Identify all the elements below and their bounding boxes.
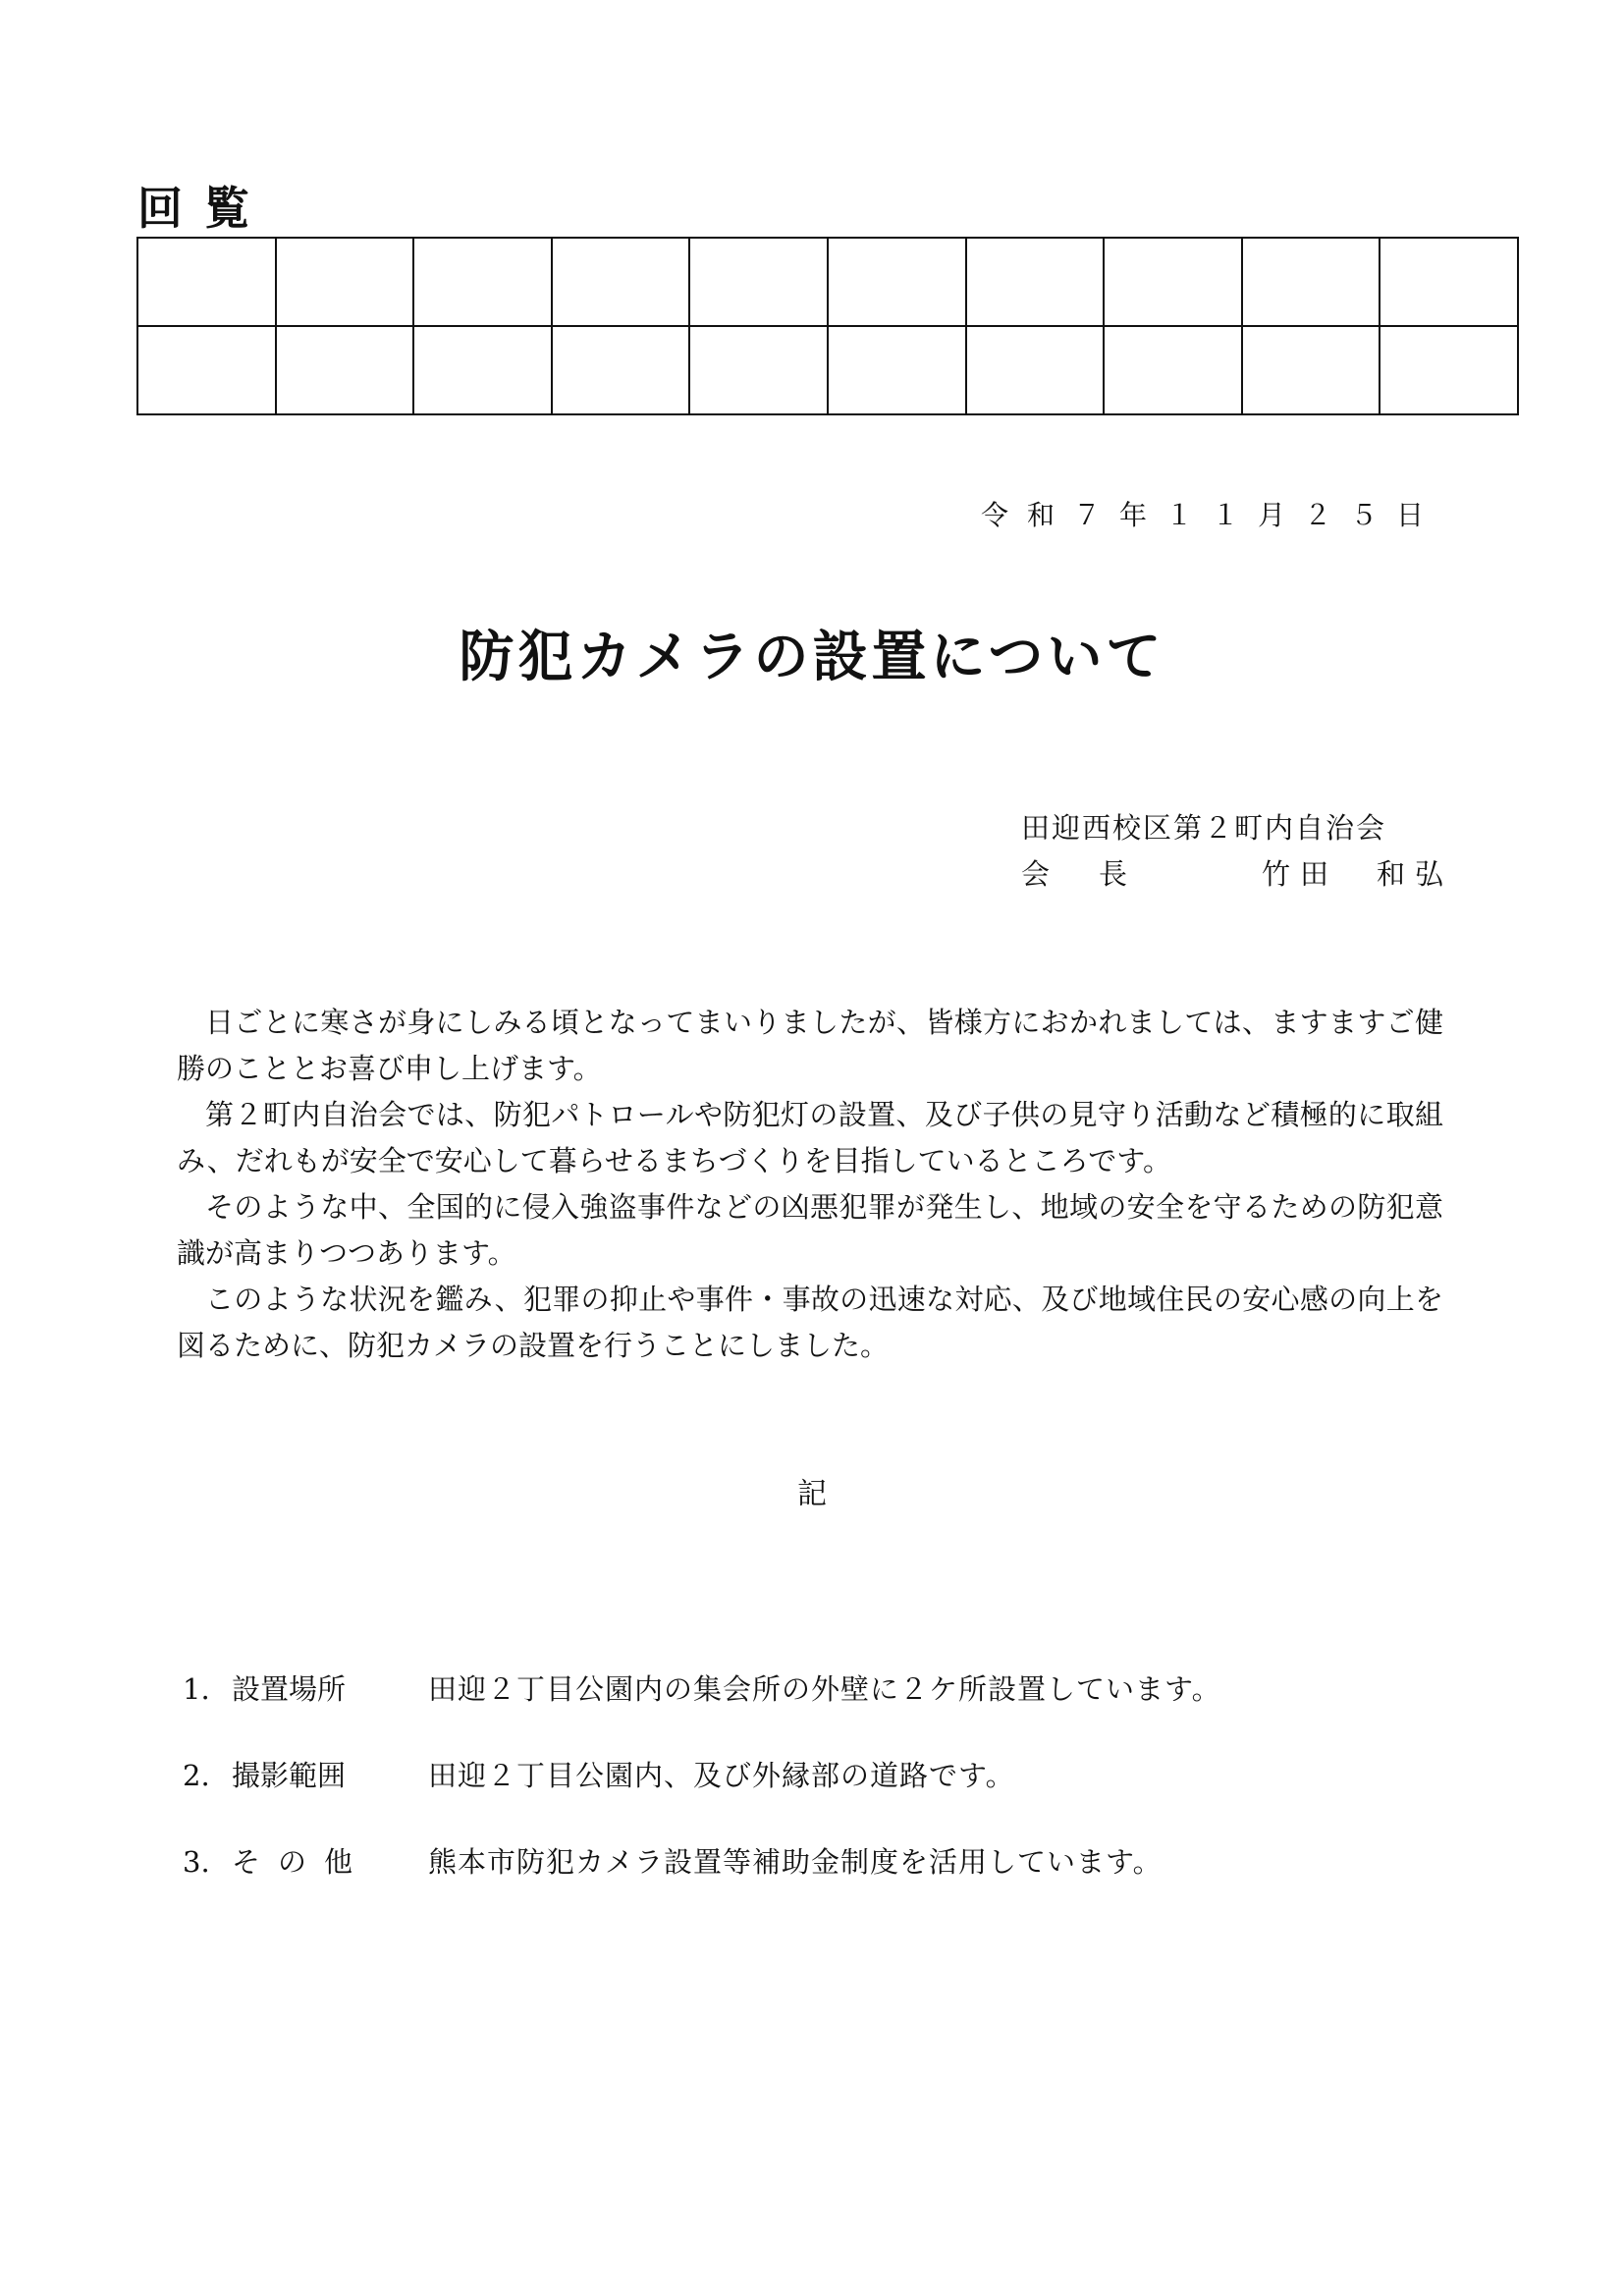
stamp-cell	[552, 238, 690, 326]
sender-role: 会長	[1021, 857, 1177, 891]
stamp-row	[137, 238, 1518, 326]
stamp-cell	[966, 238, 1105, 326]
ki-heading: 記	[797, 1477, 827, 1511]
body-text	[177, 1000, 1443, 1369]
document-title: 防犯カメラの設置について	[459, 626, 1165, 689]
item-number: 3.	[183, 1845, 210, 1879]
sender-organization: 田迎西校区第２町内自治会	[1021, 811, 1387, 845]
stamp-cell	[413, 238, 552, 326]
list-item	[183, 1840, 1361, 1884]
list-item	[183, 1667, 1361, 1711]
stamp-cell	[1380, 238, 1518, 326]
item-label: 設置場所	[232, 1672, 347, 1706]
item-content: 田迎２丁目公園内の集会所の外壁に２ケ所設置しています。	[428, 1672, 1221, 1706]
item-number: 2.	[183, 1759, 210, 1792]
sender-block	[1021, 805, 1453, 898]
stamp-cell	[276, 238, 414, 326]
body-paragraph: 日ごとに寒さが身にしみる頃となってまいりましたが、皆様方におかれましては、ますますご健勝のこととお喜び申し上げます。	[177, 1006, 1443, 1085]
stamp-cell	[1242, 238, 1380, 326]
sender-name: 竹田 和弘	[1261, 857, 1453, 891]
item-content: 田迎２丁目公園内、及び外縁部の道路です。	[428, 1759, 1015, 1792]
stamp-cell	[828, 238, 966, 326]
stamp-cell	[413, 326, 552, 414]
stamp-cell	[828, 326, 966, 414]
stamp-cell	[966, 326, 1105, 414]
item-list	[183, 1667, 1361, 1927]
stamp-cell	[137, 238, 276, 326]
list-item	[183, 1754, 1361, 1797]
body-paragraph: このような状況を鑑み、犯罪の抑止や事件・事故の迅速な対応、及び地域住民の安心感の向上を図るために、防犯カメラの設置を行うことにしました。	[177, 1283, 1443, 1362]
stamp-cell	[1242, 326, 1380, 414]
document-date: 令和７年１１月２５日	[980, 499, 1442, 531]
stamp-cell	[1104, 238, 1242, 326]
circulation-heading: 回覧	[137, 182, 271, 235]
stamp-cell	[552, 326, 690, 414]
stamp-cell	[276, 326, 414, 414]
item-label: その他	[232, 1845, 371, 1879]
item-content: 熊本市防犯カメラ設置等補助金制度を活用しています。	[428, 1845, 1163, 1879]
stamp-cell	[689, 238, 828, 326]
item-number: 1.	[183, 1672, 210, 1706]
circulation-stamp-table	[136, 237, 1519, 415]
stamp-cell	[137, 326, 276, 414]
stamp-cell	[1104, 326, 1242, 414]
item-label: 撮影範囲	[232, 1759, 347, 1792]
body-paragraph: 第２町内自治会では、防犯パトロールや防犯灯の設置、及び子供の見守り活動など積極的に取組み、だれもが安全で安心して暮らせるまちづくりを目指しているところです。	[177, 1098, 1443, 1177]
stamp-cell	[1380, 326, 1518, 414]
stamp-cell	[689, 326, 828, 414]
stamp-row	[137, 326, 1518, 414]
body-paragraph: そのような中、全国的に侵入強盗事件などの凶悪犯罪が発生し、地域の安全を守るための防犯意識が高まりつつあります。	[177, 1190, 1443, 1270]
